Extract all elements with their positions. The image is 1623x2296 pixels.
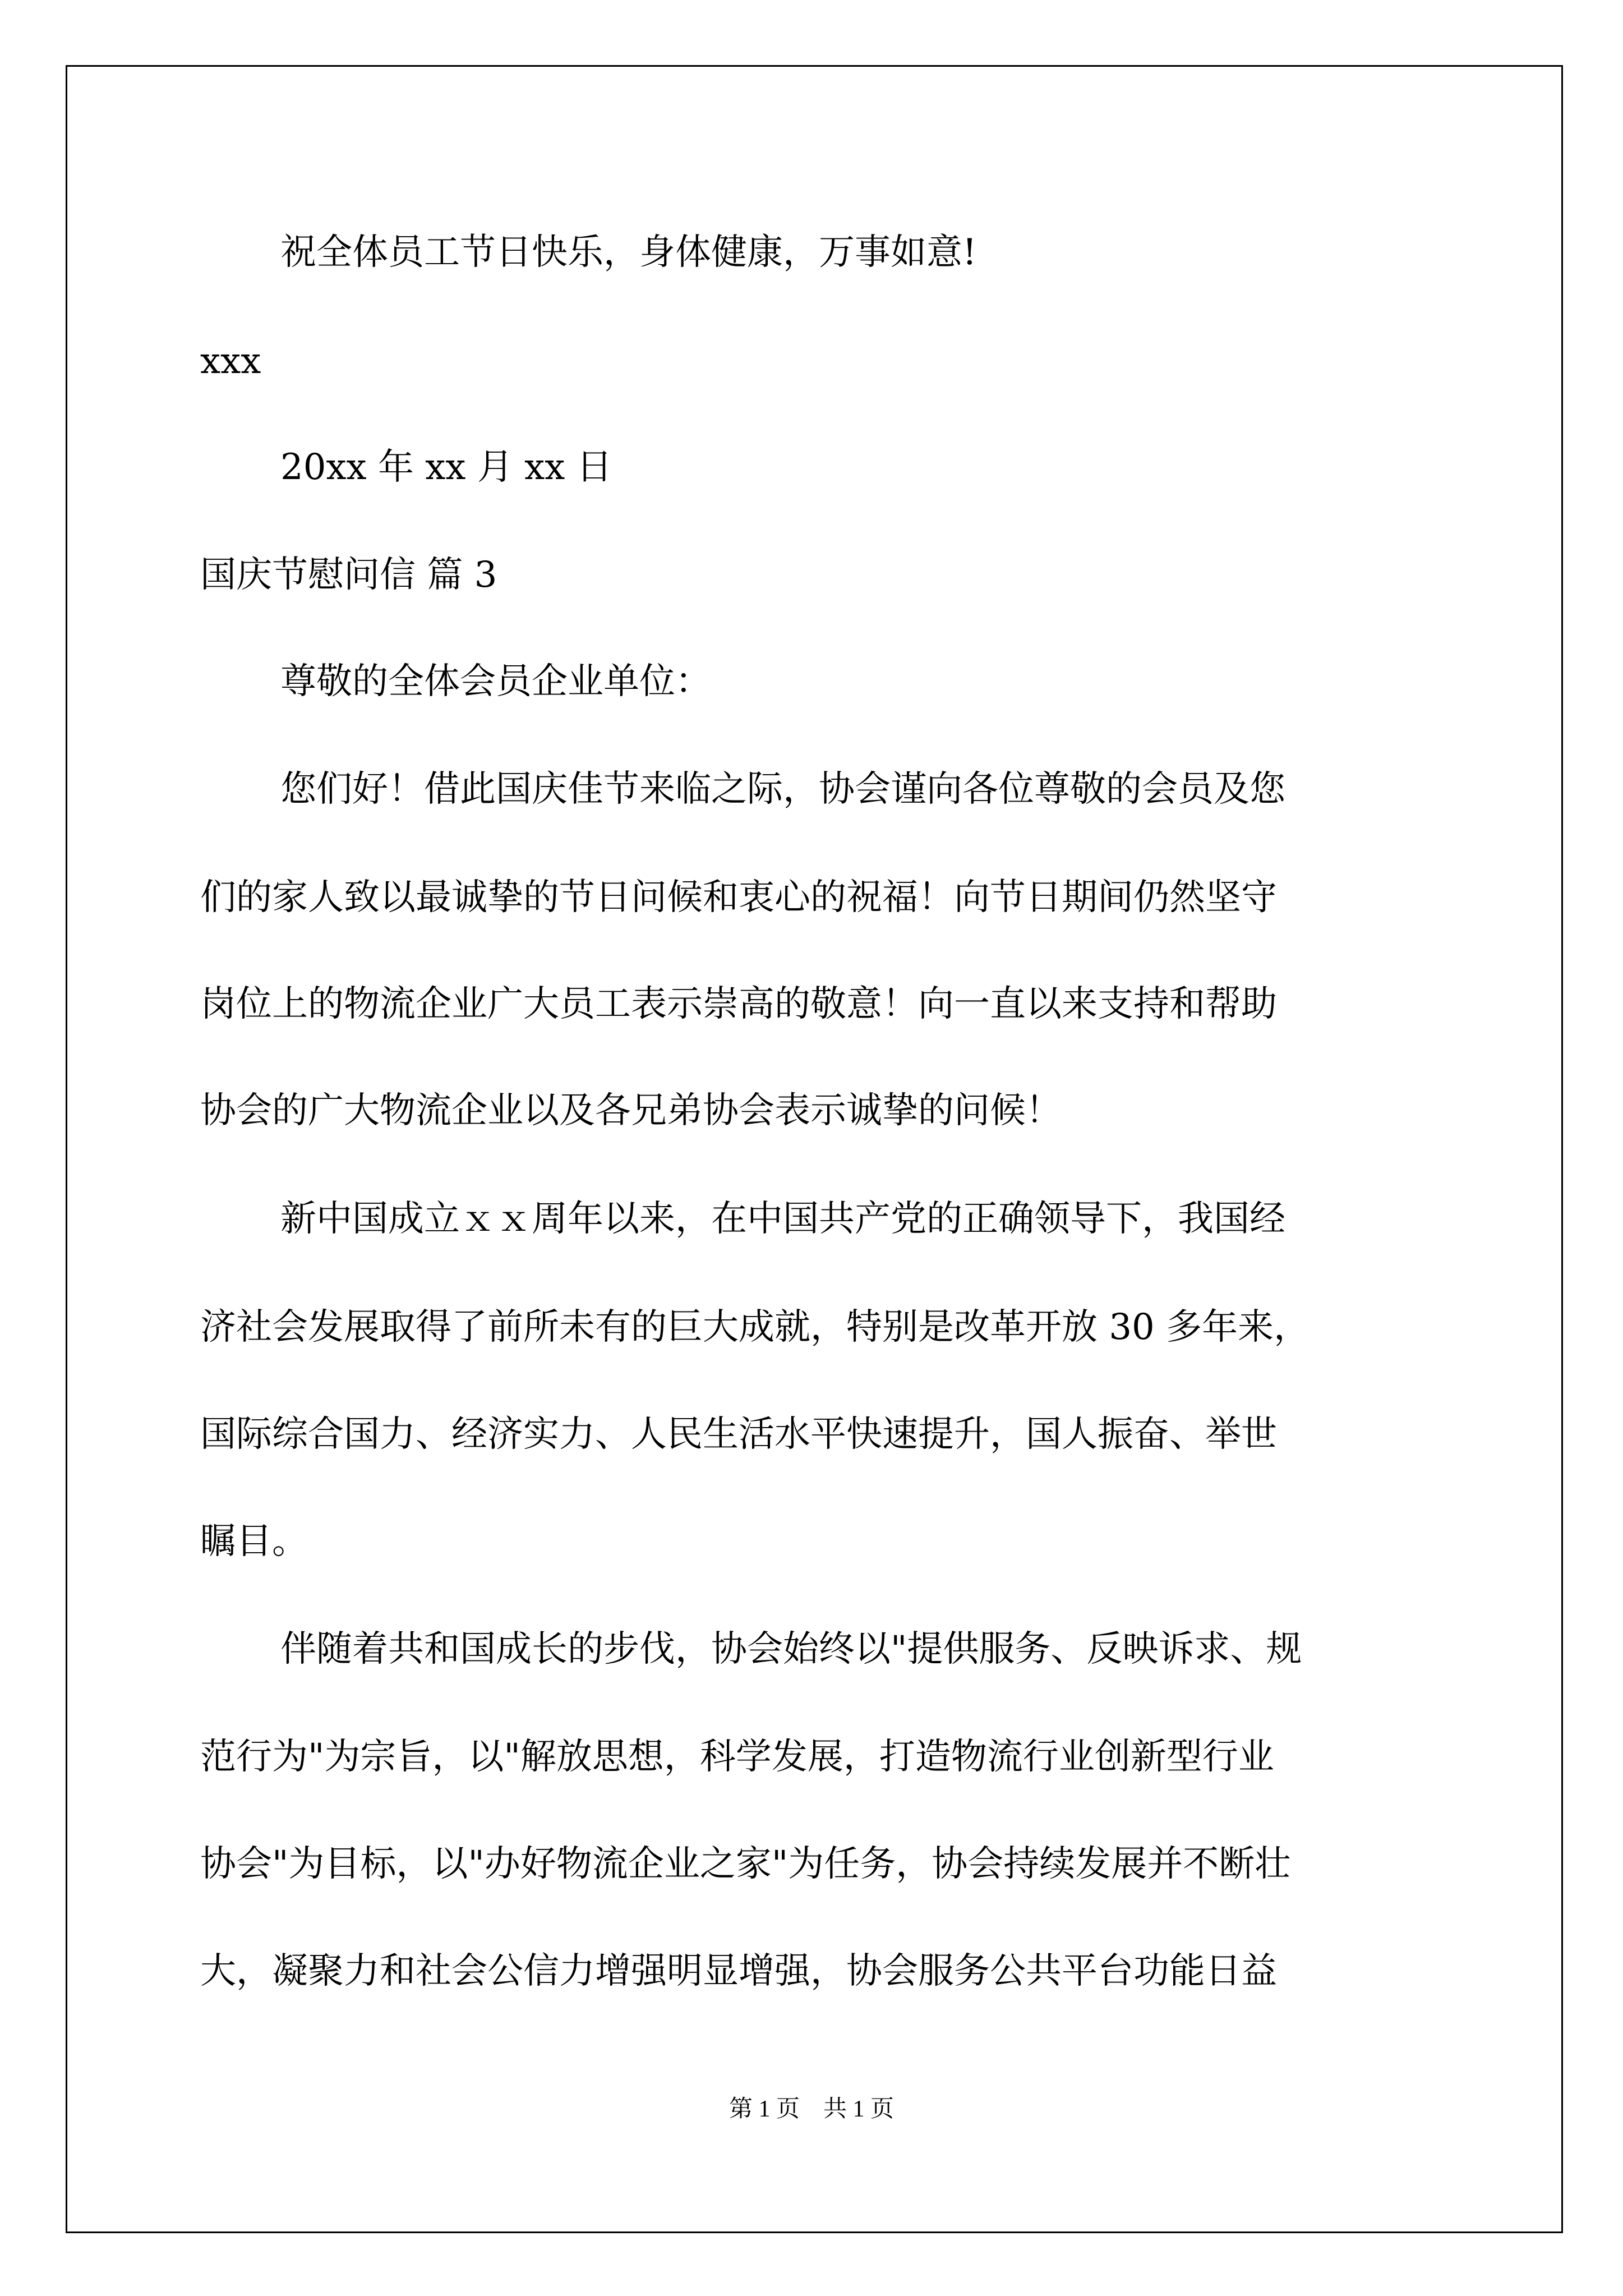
signature: xxx — [200, 341, 261, 382]
paragraph-1-line-1: 您们好！借此国庆佳节来临之际，协会谨向各位尊敬的会员及您 — [280, 769, 1285, 810]
paragraph-3-line-4: 大，凝聚力和社会公信力增强明显增强，协会服务公共平台功能日益 — [200, 1950, 1277, 1992]
page-number: 第 1 页 共 1 页 — [728, 2096, 894, 2122]
paragraph-3-line-2: 范行为"为宗旨，以"解放思想，科学发展，打造物流行业创新型行业 — [200, 1736, 1274, 1778]
paragraph-2-line-3: 国际综合国力、经济实力、人民生活水平快速提升，国人振奋、举世 — [200, 1414, 1277, 1455]
closing-wish: 祝全体员工节日快乐，身体健康，万事如意! — [280, 232, 977, 273]
salutation: 尊敬的全体会员企业单位： — [280, 661, 711, 702]
section-heading: 国庆节慰问信 篇 3 — [200, 554, 497, 596]
paragraph-3-line-3: 协会"为目标，以"办好物流企业之家"为任务，协会持续发展并不断壮 — [200, 1843, 1291, 1885]
paragraph-2-line-4: 瞩目。 — [200, 1521, 308, 1562]
paragraph-1-line-2: 们的家人致以最诚挚的节日问候和衷心的祝福！向节日期间仍然坚守 — [200, 877, 1277, 918]
paragraph-1-line-4: 协会的广大物流企业以及各兄弟协会表示诚挚的问候！ — [200, 1090, 1062, 1131]
paragraph-1-line-3: 岗位上的物流企业广大员工表示崇高的敬意！向一直以来支持和帮助 — [200, 983, 1277, 1025]
page-border — [66, 65, 1563, 2233]
paragraph-3-line-1: 伴随着共和国成长的步伐，协会始终以"提供服务、反映诉求、规 — [280, 1628, 1302, 1670]
paragraph-2-line-2: 济社会发展取得了前所未有的巨大成就，特别是改革开放 30 多年来， — [200, 1306, 1310, 1348]
paragraph-2-line-1: 新中国成立ｘｘ周年以来，在中国共产党的正确领导下，我国经 — [280, 1198, 1285, 1240]
date: 20xx 年 xx 月 xx 日 — [280, 447, 612, 488]
